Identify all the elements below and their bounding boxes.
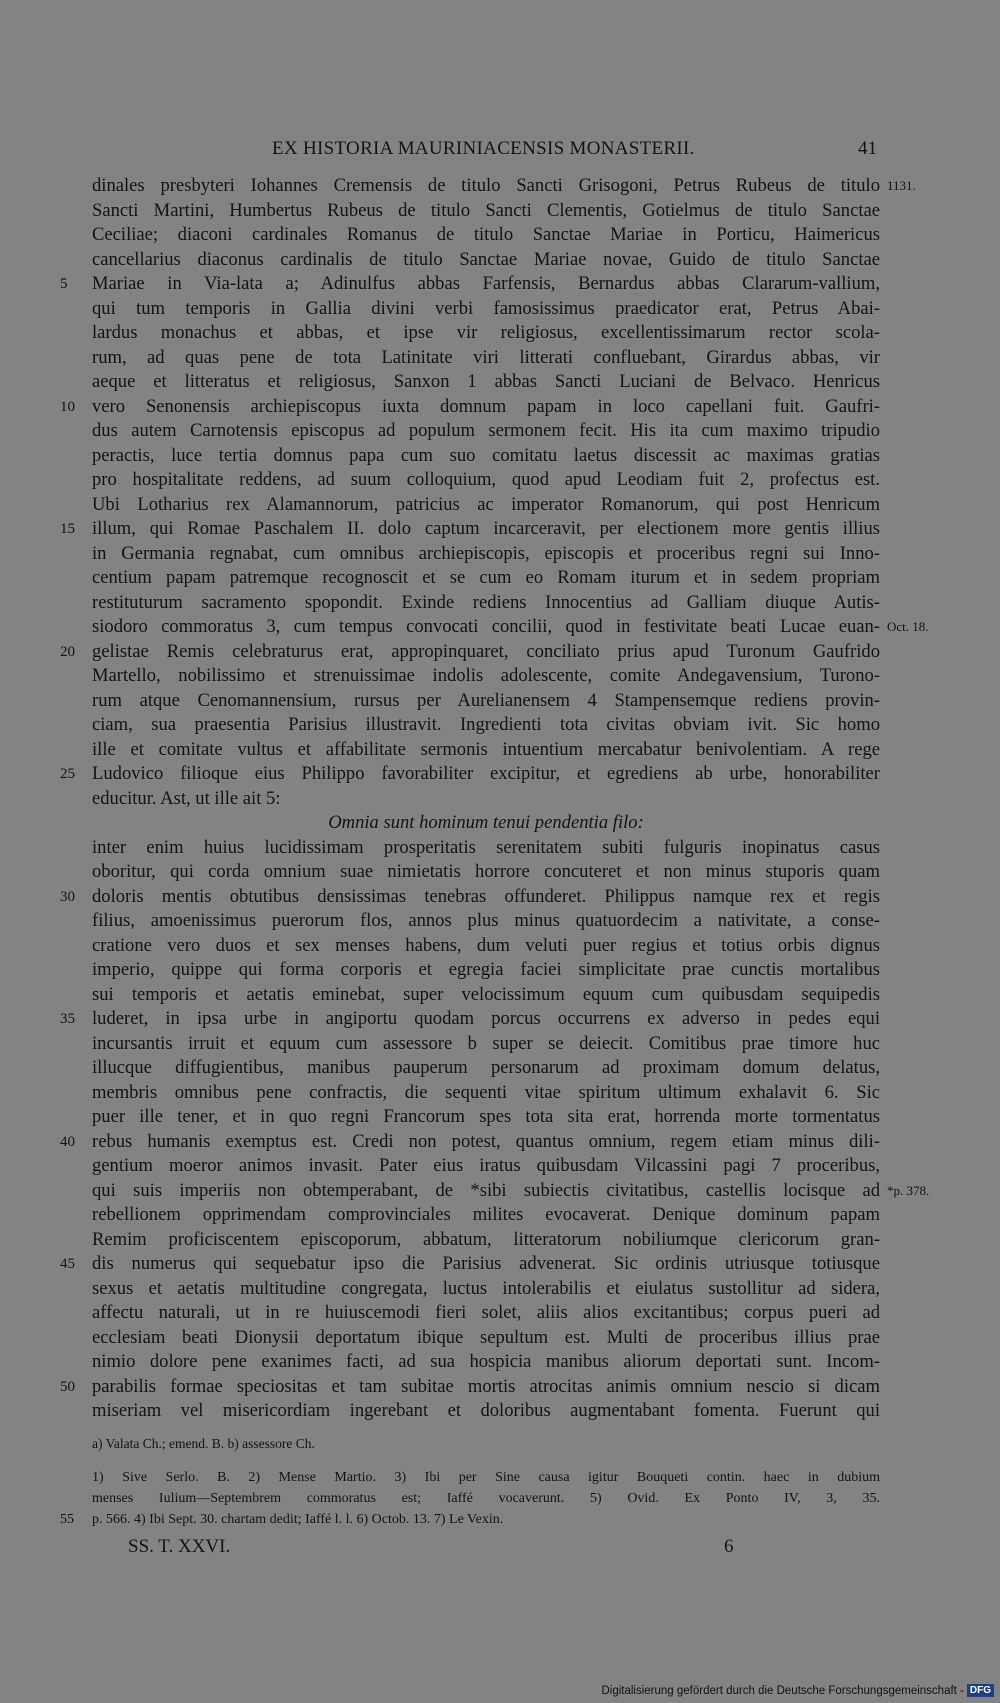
line-text: ecclesiam beati Dionysii deportatum ibique sepultum est. Multi de proceribus illius prae (92, 1326, 880, 1348)
text-line (0, 1056, 1000, 1081)
text-line (0, 1228, 1000, 1253)
sheet-number: 6 (724, 1536, 734, 1557)
line-text: rum, ad quas pene de tota Latinitate viri litterati confluebant, Girardus abbas, vir (92, 346, 880, 368)
text-line (0, 248, 1000, 273)
line-text: gentium moeror animos invasit. Pater eius iratus quibusdam Vilcassini pagi 7 proceribus, (92, 1155, 880, 1176)
line-number: 55 (60, 1512, 74, 1527)
text-line (0, 983, 1000, 1008)
line-text: miseriam vel misericordiam ingerebant et doloribus augmentabant fomenta. Fuerunt qui (92, 1400, 880, 1421)
footnote-line: 1) Sive Serlo. B. 2) Mense Martio. 3) Ibi per Sine causa igitur Bouqueti contin. haec in dubium (92, 1470, 880, 1485)
line-text: parabilis formae speciositas et tam subitae mortis atrocitas animis omnium nescio si dicam (92, 1375, 880, 1397)
line-text: peractis, luce tertia domnus papa cum suo comitatu laetus discessit ac maximas gratias (92, 444, 880, 466)
text-line (0, 517, 1000, 542)
text-line (0, 468, 1000, 493)
line-text: cratione vero duos et sex menses habens, dum veluti puer regius et totius orbis dignus (92, 934, 880, 956)
footnote-line: p. 566. 4) Ibi Sept. 30. chartam dedit; Iaffé l. l. 6) Octob. 13. 7) Le Vexin. (92, 1512, 504, 1527)
text-line (0, 1301, 1000, 1326)
line-text: illum, qui Romae Paschalem II. dolo captum incarceravit, per electionem more gentis illius (92, 518, 880, 539)
text-line (0, 615, 1000, 640)
line-text: rebus humanis exemptus est. Credi non potest, quantus omnium, regem etiam minus dili- (92, 1130, 880, 1152)
line-text: pro hospitalitate reddens, ad suum colloquium, quod apud Leodiam fuit 2, profectus est. (92, 469, 880, 490)
text-line (0, 713, 1000, 738)
line-text: sexus et aetatis multitudine congregata, luctus intolerabilis et eiulatus sustollitur ad sidera, (92, 1277, 880, 1299)
text-line (0, 1399, 1000, 1424)
text-line (0, 860, 1000, 885)
line-text: Martello, nobilissimo et strenuissimae indolis adolescente, comite Andegavensium, Turono- (92, 665, 880, 686)
text-line (0, 1154, 1000, 1179)
text-line (0, 370, 1000, 395)
line-number: 15 (60, 521, 75, 537)
line-number: 25 (60, 766, 75, 782)
line-text: Remim proficiscentem episcoporum, abbatum, litteratorum nobiliumque clericorum gran- (92, 1228, 880, 1250)
line-text: rebellionem opprimendam comprovinciales milites evocaverat. Denique dominum papam (92, 1204, 880, 1225)
signature-mark: SS. T. XXVI. (128, 1536, 231, 1557)
line-text: in Germania regnabat, cum omnibus archiepiscopis, episcopis et proceribus regni sui Inno- (92, 542, 880, 564)
line-text: qui suis imperiis non obtemperabant, de *sibi subiectis civitatibus, castellis locisque ad (92, 1179, 880, 1201)
line-text: centium papam patremque recognoscit et se cum eo Romam iturum et in sedem propriam (92, 567, 880, 588)
line-text: sui temporis et aetatis eminebat, super velocissimum equum cum quibusdam sequipedis (92, 983, 880, 1005)
line-text: incursantis irruit et equum cum assessore b super se deiecit. Comitibus prae timore huc (92, 1032, 880, 1054)
text-line (0, 395, 1000, 420)
line-text: lardus monachus et abbas, et ipse vir religiosus, excellentissimarum rector scola- (92, 322, 880, 343)
text-line (0, 1326, 1000, 1351)
text-line (0, 542, 1000, 567)
text-line (0, 689, 1000, 714)
text-line (0, 1081, 1000, 1106)
line-text: dis numerus qui sequebatur ipso die Parisius advenerat. Sic ordinis utriusque totiusque (92, 1253, 880, 1274)
margin-note: *p. 378. (887, 1182, 930, 1198)
line-text: membris omnibus pene confractis, die sequenti vitae spiritum ultimum exhalavit 6. Sic (92, 1081, 880, 1103)
text-line (0, 346, 1000, 371)
line-text: restituturum sacramento spopondit. Exinde rediens Innocentius ad Galliam diuque Autis- (92, 591, 880, 613)
line-text: aeque et litteratus et religiosus, Sanxon 1 abbas Sancti Luciani de Belvaco. Henricus (92, 371, 880, 392)
line-text: oboritur, qui corda omnium suae nimietatis horrore concuteret et non minus stuporis quam (92, 861, 880, 882)
text-line (0, 958, 1000, 983)
text-line (0, 1350, 1000, 1375)
line-text: puer ille tener, et in quo regni Francorum spes tota sita erat, horrenda morte tormentatus (92, 1106, 880, 1127)
line-text: gelistae Remis celebraturus erat, appropinquaret, conciliato prius apud Turonum Gaufrido (92, 640, 880, 662)
line-text: qui tum temporis in Gallia divini verbi famosissimus praedicator erat, Petrus Abai- (92, 297, 880, 319)
line-text: nimio dolore pene exanimes facti, ad sua hospicia manibus aliorum deportati sunt. Incom- (92, 1351, 880, 1372)
footnotes-letters: a) Valata Ch.; emend. B. b) assessore Ch. (92, 1436, 315, 1451)
text-line (0, 836, 1000, 861)
text-line (0, 1007, 1000, 1032)
text-line (0, 1130, 1000, 1155)
line-text: ille et comitate vultus et affabilitate sermonis intuentium mercabatur benivolentiam. A rege (92, 738, 880, 760)
line-number: 35 (60, 1011, 75, 1027)
line-text: doloris mentis obtutibus densissimas tenebras offunderet. Philippus namque rex et regis (92, 885, 880, 907)
text-line (0, 1032, 1000, 1057)
line-text: rum atque Cenomannensium, rursus per Aurelianensem 4 Stampensemque rediens provin- (92, 689, 880, 711)
line-number: 20 (60, 643, 75, 660)
line-text: siodoro commoratus 3, cum tempus convocati concilii, quod in festivitate beati Lucae euan- (92, 616, 880, 637)
text-line (0, 566, 1000, 591)
text-line (0, 1105, 1000, 1130)
line-text: educitur. Ast, ut ille ait 5: (92, 787, 281, 809)
line-text: affectu naturali, ut in re huiuscemodi fieri solet, aliis alios excitantibus; corpus pueri ad (92, 1302, 880, 1323)
line-text: inter enim huius lucidissimam prosperitatis serenitatem subiti fulguris inopinatus casus (92, 836, 880, 858)
line-text: Sancti Martini, Humbertus Rubeus de titulo Sancti Clementis, Gotielmus de titulo Sanctae (92, 199, 880, 221)
line-text: vero Senonensis archiepiscopus iuxta domnum papam in loco capellani fuit. Gaufri- (92, 395, 880, 417)
margin-note: 1131. (887, 178, 916, 193)
funding-credit (601, 1684, 994, 1697)
text-line (0, 591, 1000, 616)
page-number: 41 (858, 138, 877, 159)
text-line (0, 664, 1000, 689)
line-number: 45 (60, 1256, 75, 1272)
text-line (0, 787, 1000, 812)
text-line (0, 909, 1000, 934)
line-text: filius, amoenissimus puerorum flos, annos plus minus quatuordecim a nativitate, a conse- (92, 910, 880, 931)
text-line (0, 1203, 1000, 1228)
line-text: Ceciliae; diaconi cardinales Romanus de titulo Sanctae Mariae in Porticu, Haimericus (92, 224, 880, 245)
running-title: EX HISTORIA MAURINIACENSIS MONASTERII. (272, 138, 695, 159)
main-text (0, 174, 1000, 1424)
text-line (0, 811, 1000, 836)
line-text: Ludovico filioque eius Philippo favorabiliter excipitur, et egrediens ab urbe, honorabiliter (92, 763, 880, 784)
line-number: 40 (60, 1133, 75, 1150)
text-line (0, 885, 1000, 910)
text-line (0, 934, 1000, 959)
text-line (0, 321, 1000, 346)
line-text: Ubi Lotharius rex Alamannorum, patricius ac imperator Romanorum, qui post Henricum (92, 493, 880, 515)
text-line (0, 174, 1000, 199)
text-line (0, 297, 1000, 322)
line-text: imperio, quippe qui forma corporis et egregia faciei simplicitate prae cunctis mortalibus (92, 959, 880, 980)
line-text: Omnia sunt hominum tenui pendentia filo: (328, 812, 644, 833)
text-line (0, 272, 1000, 297)
text-line (0, 640, 1000, 665)
text-line (0, 493, 1000, 518)
line-text: Mariae in Via-lata a; Adinulfus abbas Farfensis, Bernardus abbas Clararum-vallium, (92, 273, 880, 294)
line-text: ciam, sua praesentia Parisius illustravit. Ingredienti tota civitas obviam ivit. Sic homo (92, 714, 880, 735)
line-number: 5 (60, 276, 68, 292)
credit-text: Digitalisierung gefördert durch die Deutsche Forschungsgemeinschaft - (601, 1684, 964, 1697)
line-text: dus autem Carnotensis episcopus ad populum sermonem fecit. His ita cum maximo tripudio (92, 420, 880, 441)
text-line (0, 444, 1000, 469)
text-line (0, 738, 1000, 763)
line-number: 30 (60, 888, 75, 905)
running-header (0, 138, 1000, 162)
margin-note: Oct. 18. (887, 619, 929, 634)
line-number: 10 (60, 398, 75, 415)
footnote-line: menses Iulium—Septembrem commoratus est; Iaffé vocaverunt. 5) Ovid. Ex Ponto IV, 3, 35. (92, 1491, 880, 1506)
line-text: cancellarius diaconus cardinalis de titulo Sanctae Mariae novae, Guido de titulo Sanctae (92, 248, 880, 270)
text-line (0, 199, 1000, 224)
line-number: 50 (60, 1378, 75, 1395)
dfg-logo: DFG (967, 1684, 994, 1697)
text-line (0, 1375, 1000, 1400)
text-line (0, 1277, 1000, 1302)
text-line (0, 1179, 1000, 1204)
text-line (0, 762, 1000, 787)
text-line (0, 419, 1000, 444)
text-line (0, 1252, 1000, 1277)
text-line (0, 223, 1000, 248)
line-text: dinales presbyteri Iohannes Cremensis de titulo Sancti Grisogoni, Petrus Rubeus de titulo (92, 175, 880, 196)
line-text: luderet, in ipsa urbe in angiportu quodam porcus occurrens ex adverso in pedes equi (92, 1008, 880, 1029)
line-text: illucque diffugientibus, manibus pauperum personarum ad proximam domum delatus, (92, 1057, 880, 1078)
